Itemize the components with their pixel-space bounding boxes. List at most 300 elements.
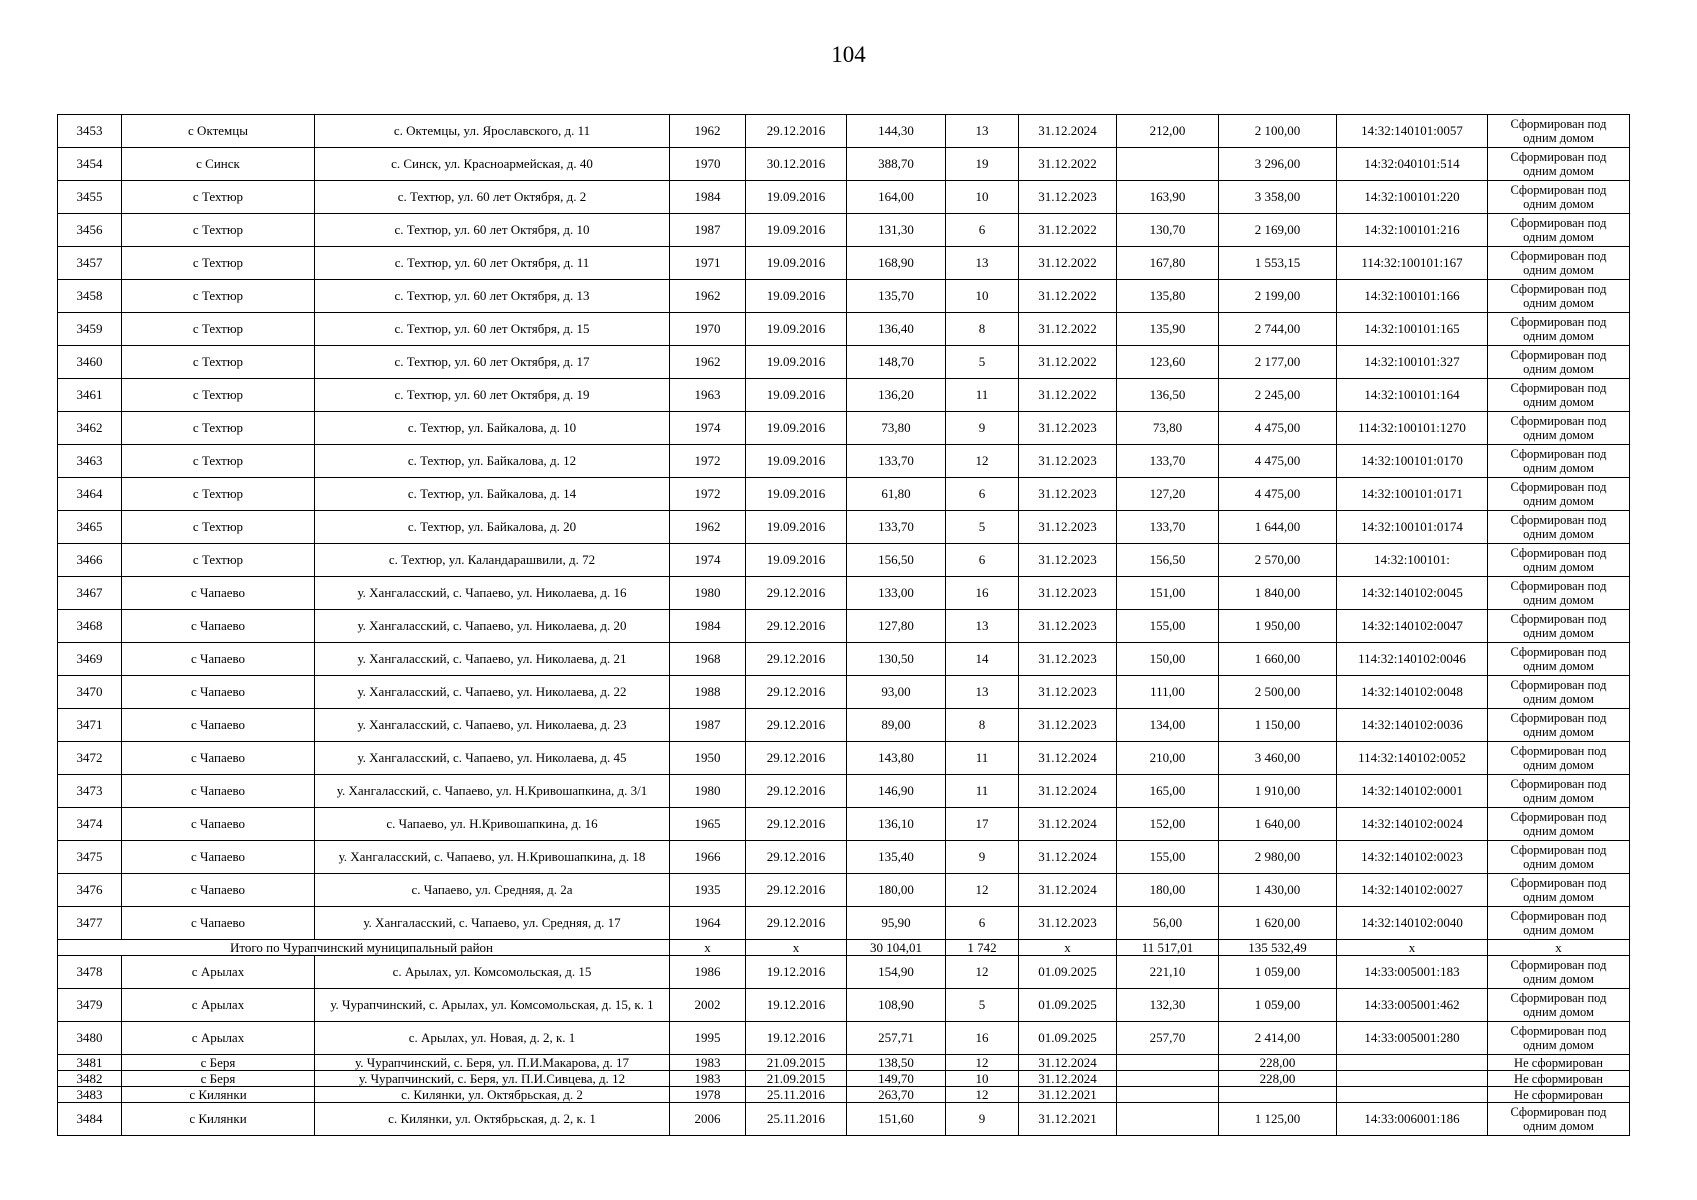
area2-cell: 130,70	[1117, 214, 1219, 247]
area-cell: 146,90	[847, 775, 946, 808]
address-cell: с. Арылах, ул. Новая, д. 2, к. 1	[315, 1022, 670, 1055]
area2-cell: 155,00	[1117, 841, 1219, 874]
area2-cell: 127,20	[1117, 478, 1219, 511]
status-cell: Сформирован под одним домом	[1488, 709, 1630, 742]
residents-cell: 5	[946, 511, 1019, 544]
residents-cell: 17	[946, 808, 1019, 841]
area-cell: 148,70	[847, 346, 946, 379]
land-area-cell: 3 296,00	[1219, 148, 1337, 181]
deadline-cell: 31.12.2024	[1019, 775, 1117, 808]
cadastral-number-cell: 14:32:100101:216	[1337, 214, 1488, 247]
status-cell: Сформирован под одним домом	[1488, 989, 1630, 1022]
status-cell: Сформирован под одним домом	[1488, 544, 1630, 577]
deadline-cell: 31.12.2023	[1019, 610, 1117, 643]
area2-cell: 257,70	[1117, 1022, 1219, 1055]
build-year-cell: 1962	[670, 511, 746, 544]
status-cell: Сформирован под одним домом	[1488, 1022, 1630, 1055]
row-number-cell: 3460	[58, 346, 122, 379]
build-year-cell: 1970	[670, 313, 746, 346]
recognition-date-cell: 25.11.2016	[746, 1103, 847, 1136]
address-cell: с. Техтюр, ул. 60 лет Октября, д. 10	[315, 214, 670, 247]
settlement-cell: с Чапаево	[122, 907, 315, 940]
row-number-cell: 3471	[58, 709, 122, 742]
row-number-cell: 3483	[58, 1087, 122, 1103]
land-area-cell: 4 475,00	[1219, 478, 1337, 511]
cadastral-number-cell	[1337, 1055, 1488, 1071]
recognition-date-cell: 29.12.2016	[746, 874, 847, 907]
address-cell: у. Хангаласский, с. Чапаево, ул. Н.Кривошапкина, д. 3/1	[315, 775, 670, 808]
cadastral-number-cell: 14:32:140102:0045	[1337, 577, 1488, 610]
address-cell: с. Техтюр, ул. 60 лет Октября, д. 2	[315, 181, 670, 214]
deadline-cell: 31.12.2023	[1019, 511, 1117, 544]
deadline-cell: 31.12.2022	[1019, 280, 1117, 313]
residents-cell: 11	[946, 775, 1019, 808]
row-number-cell: 3469	[58, 643, 122, 676]
table-row	[58, 907, 1630, 940]
settlement-cell: с Чапаево	[122, 610, 315, 643]
area-cell: 138,50	[847, 1055, 946, 1071]
deadline-cell: 01.09.2025	[1019, 1022, 1117, 1055]
total-land-area-cell: 135 532,49	[1219, 940, 1337, 956]
build-year-cell: 1983	[670, 1055, 746, 1071]
recognition-date-cell: 29.12.2016	[746, 775, 847, 808]
cadastral-number-cell: 14:33:005001:183	[1337, 956, 1488, 989]
table-row	[58, 511, 1630, 544]
area2-cell	[1117, 1103, 1219, 1136]
settlement-cell: с Техтюр	[122, 214, 315, 247]
cadastral-number-cell: 14:33:005001:462	[1337, 989, 1488, 1022]
recognition-date-cell: 29.12.2016	[746, 115, 847, 148]
land-area-cell: 1 660,00	[1219, 643, 1337, 676]
table-row	[58, 412, 1630, 445]
area-cell: 257,71	[847, 1022, 946, 1055]
row-number-cell: 3474	[58, 808, 122, 841]
row-number-cell: 3458	[58, 280, 122, 313]
cadastral-number-cell: 14:32:140102:0047	[1337, 610, 1488, 643]
total-area2-cell: 11 517,01	[1117, 940, 1219, 956]
deadline-cell: 31.12.2023	[1019, 907, 1117, 940]
deadline-cell: 31.12.2023	[1019, 544, 1117, 577]
total-deadline-cell: x	[1019, 940, 1117, 956]
recognition-date-cell: 19.09.2016	[746, 214, 847, 247]
recognition-date-cell: 29.12.2016	[746, 907, 847, 940]
table-row	[58, 610, 1630, 643]
build-year-cell: 1986	[670, 956, 746, 989]
residents-cell: 12	[946, 874, 1019, 907]
status-cell: Сформирован под одним домом	[1488, 610, 1630, 643]
address-cell: с. Техтюр, ул. 60 лет Октября, д. 19	[315, 379, 670, 412]
address-cell: у. Хангаласский, с. Чапаево, ул. Николаева, д. 16	[315, 577, 670, 610]
residents-cell: 12	[946, 1087, 1019, 1103]
recognition-date-cell: 19.12.2016	[746, 1022, 847, 1055]
area2-cell: 123,60	[1117, 346, 1219, 379]
area-cell: 168,90	[847, 247, 946, 280]
table-row	[58, 643, 1630, 676]
land-area-cell: 228,00	[1219, 1071, 1337, 1087]
recognition-date-cell: 29.12.2016	[746, 841, 847, 874]
row-number-cell: 3475	[58, 841, 122, 874]
table-row	[58, 1055, 1630, 1071]
area2-cell: 150,00	[1117, 643, 1219, 676]
area2-cell: 212,00	[1117, 115, 1219, 148]
address-cell: у. Хангаласский, с. Чапаево, ул. Николаева, д. 20	[315, 610, 670, 643]
table-row	[58, 956, 1630, 989]
settlement-cell: с Чапаево	[122, 643, 315, 676]
table-row	[58, 709, 1630, 742]
deadline-cell: 31.12.2022	[1019, 247, 1117, 280]
build-year-cell: 1965	[670, 808, 746, 841]
area2-cell: 135,80	[1117, 280, 1219, 313]
build-year-cell: 1962	[670, 115, 746, 148]
cadastral-number-cell: 14:32:140102:0040	[1337, 907, 1488, 940]
deadline-cell: 31.12.2023	[1019, 709, 1117, 742]
area-cell: 130,50	[847, 643, 946, 676]
area-cell: 144,30	[847, 115, 946, 148]
address-cell: с. Техтюр, ул. 60 лет Октября, д. 17	[315, 346, 670, 379]
address-cell: с. Техтюр, ул. 60 лет Октября, д. 13	[315, 280, 670, 313]
area-cell: 131,30	[847, 214, 946, 247]
residents-cell: 14	[946, 643, 1019, 676]
row-number-cell: 3480	[58, 1022, 122, 1055]
settlement-cell: с Синск	[122, 148, 315, 181]
settlement-cell: с Чапаево	[122, 841, 315, 874]
recognition-date-cell: 19.12.2016	[746, 956, 847, 989]
land-area-cell: 1 553,15	[1219, 247, 1337, 280]
status-cell: Сформирован под одним домом	[1488, 775, 1630, 808]
area-cell: 73,80	[847, 412, 946, 445]
status-cell: Сформирован под одним домом	[1488, 742, 1630, 775]
deadline-cell: 31.12.2021	[1019, 1087, 1117, 1103]
area-cell: 133,70	[847, 511, 946, 544]
area2-cell: 180,00	[1117, 874, 1219, 907]
recognition-date-cell: 19.09.2016	[746, 313, 847, 346]
table-row	[58, 445, 1630, 478]
address-cell: с. Килянки, ул. Октябрьская, д. 2	[315, 1087, 670, 1103]
row-number-cell: 3468	[58, 610, 122, 643]
cadastral-number-cell	[1337, 1071, 1488, 1087]
row-number-cell: 3472	[58, 742, 122, 775]
area2-cell: 134,00	[1117, 709, 1219, 742]
land-area-cell: 1 910,00	[1219, 775, 1337, 808]
cadastral-number-cell: 14:32:140102:0023	[1337, 841, 1488, 874]
recognition-date-cell: 29.12.2016	[746, 577, 847, 610]
deadline-cell: 31.12.2021	[1019, 1103, 1117, 1136]
settlement-cell: с Арылах	[122, 989, 315, 1022]
area-cell: 136,10	[847, 808, 946, 841]
land-area-cell: 228,00	[1219, 1055, 1337, 1071]
deadline-cell: 31.12.2023	[1019, 676, 1117, 709]
table-row	[58, 379, 1630, 412]
land-area-cell: 2 245,00	[1219, 379, 1337, 412]
area2-cell: 111,00	[1117, 676, 1219, 709]
table-row	[58, 115, 1630, 148]
recognition-date-cell: 21.09.2015	[746, 1055, 847, 1071]
residents-cell: 8	[946, 709, 1019, 742]
table-row	[58, 280, 1630, 313]
area-cell: 151,60	[847, 1103, 946, 1136]
deadline-cell: 31.12.2023	[1019, 478, 1117, 511]
total-label: Итого по Чурапчинский муниципальный район	[58, 940, 670, 956]
cadastral-number-cell: 14:33:005001:280	[1337, 1022, 1488, 1055]
residents-cell: 10	[946, 280, 1019, 313]
status-cell: Сформирован под одним домом	[1488, 841, 1630, 874]
status-cell: Сформирован под одним домом	[1488, 874, 1630, 907]
cadastral-number-cell: 14:32:140101:0057	[1337, 115, 1488, 148]
build-year-cell: 1978	[670, 1087, 746, 1103]
build-year-cell: 1974	[670, 544, 746, 577]
residents-cell: 9	[946, 841, 1019, 874]
build-year-cell: 1987	[670, 709, 746, 742]
area-cell: 388,70	[847, 148, 946, 181]
recognition-date-cell: 29.12.2016	[746, 643, 847, 676]
settlement-cell: с Техтюр	[122, 247, 315, 280]
settlement-cell: с Беря	[122, 1055, 315, 1071]
cadastral-number-cell: 14:32:100101:166	[1337, 280, 1488, 313]
status-cell: Сформирован под одним домом	[1488, 412, 1630, 445]
deadline-cell: 31.12.2022	[1019, 148, 1117, 181]
residents-cell: 10	[946, 1071, 1019, 1087]
land-area-cell: 2 169,00	[1219, 214, 1337, 247]
row-number-cell: 3481	[58, 1055, 122, 1071]
total-cadastral-cell: x	[1337, 940, 1488, 956]
row-number-cell: 3462	[58, 412, 122, 445]
build-year-cell: 2006	[670, 1103, 746, 1136]
land-area-cell	[1219, 1087, 1337, 1103]
address-cell: с. Техтюр, ул. Байкалова, д. 20	[315, 511, 670, 544]
address-cell: у. Хангаласский, с. Чапаево, ул. Николаева, д. 22	[315, 676, 670, 709]
settlement-cell: с Октемцы	[122, 115, 315, 148]
row-number-cell: 3456	[58, 214, 122, 247]
settlement-cell: с Чапаево	[122, 577, 315, 610]
cadastral-number-cell: 14:32:100101:165	[1337, 313, 1488, 346]
address-cell: с. Техтюр, ул. 60 лет Октября, д. 11	[315, 247, 670, 280]
cadastral-number-cell: 14:32:100101:164	[1337, 379, 1488, 412]
address-cell: с. Арылах, ул. Комсомольская, д. 15	[315, 956, 670, 989]
area2-cell: 155,00	[1117, 610, 1219, 643]
deadline-cell: 31.12.2024	[1019, 808, 1117, 841]
land-area-cell: 2 414,00	[1219, 1022, 1337, 1055]
area2-cell: 167,80	[1117, 247, 1219, 280]
land-area-cell: 2 744,00	[1219, 313, 1337, 346]
residents-cell: 10	[946, 181, 1019, 214]
status-cell: Сформирован под одним домом	[1488, 511, 1630, 544]
residents-cell: 12	[946, 956, 1019, 989]
recognition-date-cell: 19.09.2016	[746, 511, 847, 544]
area-cell: 95,90	[847, 907, 946, 940]
settlement-cell: с Техтюр	[122, 379, 315, 412]
table-row	[58, 841, 1630, 874]
deadline-cell: 31.12.2023	[1019, 577, 1117, 610]
settlement-cell: с Чапаево	[122, 874, 315, 907]
land-area-cell: 1 059,00	[1219, 989, 1337, 1022]
area2-cell: 151,00	[1117, 577, 1219, 610]
area2-cell: 133,70	[1117, 511, 1219, 544]
recognition-date-cell: 29.12.2016	[746, 676, 847, 709]
settlement-cell: с Килянки	[122, 1087, 315, 1103]
table-row	[58, 313, 1630, 346]
land-area-cell: 1 840,00	[1219, 577, 1337, 610]
row-number-cell: 3479	[58, 989, 122, 1022]
recognition-date-cell: 19.09.2016	[746, 247, 847, 280]
land-area-cell: 3 460,00	[1219, 742, 1337, 775]
build-year-cell: 1971	[670, 247, 746, 280]
recognition-date-cell: 21.09.2015	[746, 1071, 847, 1087]
table-row	[58, 544, 1630, 577]
deadline-cell: 31.12.2024	[1019, 115, 1117, 148]
settlement-cell: с Килянки	[122, 1103, 315, 1136]
residents-cell: 6	[946, 544, 1019, 577]
row-number-cell: 3467	[58, 577, 122, 610]
recognition-date-cell: 29.12.2016	[746, 610, 847, 643]
recognition-date-cell: 19.09.2016	[746, 181, 847, 214]
residents-cell: 12	[946, 445, 1019, 478]
deadline-cell: 31.12.2024	[1019, 1055, 1117, 1071]
deadline-cell: 31.12.2024	[1019, 874, 1117, 907]
row-number-cell: 3459	[58, 313, 122, 346]
area-cell: 127,80	[847, 610, 946, 643]
table-row	[58, 808, 1630, 841]
build-year-cell: 1935	[670, 874, 746, 907]
cadastral-number-cell: 14:32:100101:327	[1337, 346, 1488, 379]
area2-cell: 73,80	[1117, 412, 1219, 445]
cadastral-number-cell: 14:32:140102:0001	[1337, 775, 1488, 808]
table-row	[58, 676, 1630, 709]
total-residents-cell: 1 742	[946, 940, 1019, 956]
deadline-cell: 31.12.2024	[1019, 742, 1117, 775]
cadastral-number-cell	[1337, 1087, 1488, 1103]
total-date-cell: x	[746, 940, 847, 956]
area-cell: 136,20	[847, 379, 946, 412]
address-cell: с. Техтюр, ул. Байкалова, д. 12	[315, 445, 670, 478]
table-row	[58, 478, 1630, 511]
land-area-cell: 4 475,00	[1219, 445, 1337, 478]
settlement-cell: с Чапаево	[122, 775, 315, 808]
status-cell: Сформирован под одним домом	[1488, 379, 1630, 412]
status-cell: Сформирован под одним домом	[1488, 148, 1630, 181]
address-cell: у. Хангаласский, с. Чапаево, ул. Николаева, д. 45	[315, 742, 670, 775]
area-cell: 133,00	[847, 577, 946, 610]
cadastral-number-cell: 14:32:140102:0048	[1337, 676, 1488, 709]
area-cell: 164,00	[847, 181, 946, 214]
land-area-cell: 1 950,00	[1219, 610, 1337, 643]
area-cell: 156,50	[847, 544, 946, 577]
row-number-cell: 3453	[58, 115, 122, 148]
land-area-cell: 2 500,00	[1219, 676, 1337, 709]
status-cell: Сформирован под одним домом	[1488, 956, 1630, 989]
address-cell: с. Техтюр, ул. Байкалова, д. 14	[315, 478, 670, 511]
address-cell: с. Чапаево, ул. Н.Кривошапкина, д. 16	[315, 808, 670, 841]
area-cell: 263,70	[847, 1087, 946, 1103]
deadline-cell: 01.09.2025	[1019, 956, 1117, 989]
address-cell: у. Чурапчинский, с. Беря, ул. П.И.Сивцева, д. 12	[315, 1071, 670, 1087]
land-area-cell: 1 150,00	[1219, 709, 1337, 742]
settlement-cell: с Техтюр	[122, 346, 315, 379]
address-cell: с. Чапаево, ул. Средняя, д. 2а	[315, 874, 670, 907]
land-area-cell: 4 475,00	[1219, 412, 1337, 445]
total-row	[58, 940, 1630, 956]
table-row	[58, 1022, 1630, 1055]
table-row	[58, 989, 1630, 1022]
table-row	[58, 148, 1630, 181]
recognition-date-cell: 29.12.2016	[746, 808, 847, 841]
land-area-cell: 1 644,00	[1219, 511, 1337, 544]
status-cell: Сформирован под одним домом	[1488, 478, 1630, 511]
residents-cell: 5	[946, 989, 1019, 1022]
row-number-cell: 3465	[58, 511, 122, 544]
residents-cell: 9	[946, 1103, 1019, 1136]
build-year-cell: 1964	[670, 907, 746, 940]
status-cell: Сформирован под одним домом	[1488, 115, 1630, 148]
cadastral-number-cell: 14:32:100101:0170	[1337, 445, 1488, 478]
deadline-cell: 31.12.2022	[1019, 214, 1117, 247]
address-cell: с. Синск, ул. Красноармейская, д. 40	[315, 148, 670, 181]
address-cell: с. Техтюр, ул. Каландарашвили, д. 72	[315, 544, 670, 577]
settlement-cell: с Беря	[122, 1071, 315, 1087]
row-number-cell: 3457	[58, 247, 122, 280]
cadastral-number-cell: 14:32:100101:0174	[1337, 511, 1488, 544]
cadastral-number-cell: 114:32:140102:0046	[1337, 643, 1488, 676]
page-number: 104	[831, 42, 866, 67]
row-number-cell: 3464	[58, 478, 122, 511]
land-area-cell: 2 570,00	[1219, 544, 1337, 577]
recognition-date-cell: 19.09.2016	[746, 346, 847, 379]
recognition-date-cell: 30.12.2016	[746, 148, 847, 181]
area2-cell: 135,90	[1117, 313, 1219, 346]
table-row	[58, 181, 1630, 214]
land-area-cell: 2 100,00	[1219, 115, 1337, 148]
row-number-cell: 3463	[58, 445, 122, 478]
cadastral-number-cell: 14:32:100101:0171	[1337, 478, 1488, 511]
residents-cell: 16	[946, 1022, 1019, 1055]
settlement-cell: с Чапаево	[122, 742, 315, 775]
deadline-cell: 31.12.2022	[1019, 346, 1117, 379]
deadline-cell: 31.12.2023	[1019, 643, 1117, 676]
row-number-cell: 3482	[58, 1071, 122, 1087]
status-cell: Не сформирован	[1488, 1071, 1630, 1087]
build-year-cell: 1988	[670, 676, 746, 709]
row-number-cell: 3455	[58, 181, 122, 214]
settlement-cell: с Техтюр	[122, 478, 315, 511]
address-cell: с. Килянки, ул. Октябрьская, д. 2, к. 1	[315, 1103, 670, 1136]
build-year-cell: 1987	[670, 214, 746, 247]
land-area-cell: 3 358,00	[1219, 181, 1337, 214]
row-number-cell: 3461	[58, 379, 122, 412]
status-cell: Не сформирован	[1488, 1055, 1630, 1071]
build-year-cell: 1972	[670, 445, 746, 478]
recognition-date-cell: 29.12.2016	[746, 709, 847, 742]
build-year-cell: 1950	[670, 742, 746, 775]
build-year-cell: 1968	[670, 643, 746, 676]
area-cell: 133,70	[847, 445, 946, 478]
residents-cell: 5	[946, 346, 1019, 379]
row-number-cell: 3477	[58, 907, 122, 940]
area2-cell: 56,00	[1117, 907, 1219, 940]
deadline-cell: 31.12.2024	[1019, 841, 1117, 874]
area2-cell: 221,10	[1117, 956, 1219, 989]
build-year-cell: 1963	[670, 379, 746, 412]
status-cell: Сформирован под одним домом	[1488, 1103, 1630, 1136]
area-cell: 136,40	[847, 313, 946, 346]
recognition-date-cell: 29.12.2016	[746, 742, 847, 775]
residents-cell: 6	[946, 478, 1019, 511]
build-year-cell: 1984	[670, 610, 746, 643]
residents-cell: 16	[946, 577, 1019, 610]
area2-cell: 136,50	[1117, 379, 1219, 412]
residents-cell: 12	[946, 1055, 1019, 1071]
total-status-cell: x	[1488, 940, 1630, 956]
deadline-cell: 01.09.2025	[1019, 989, 1117, 1022]
address-cell: у. Хангаласский, с. Чапаево, ул. Николаева, д. 21	[315, 643, 670, 676]
